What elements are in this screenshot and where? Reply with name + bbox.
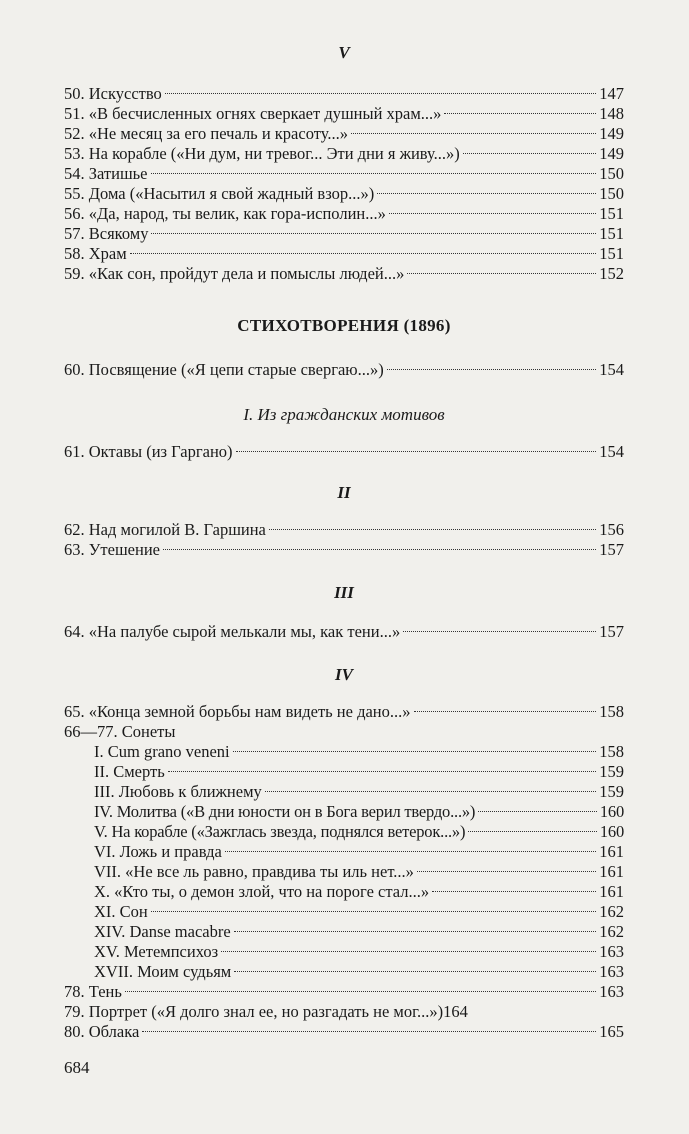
toc-entry: 79. Портрет («Я долго знал ее, но разгадать не мог...») 164 [64, 1002, 468, 1021]
toc-entry: V. На корабле («Зажглась звезда, поднялся ветерок...») 160 [94, 822, 624, 841]
toc-entry: 62. Над могилой В. Гаршина 156 [64, 520, 624, 539]
toc-entry: 50. Искусство 147 [64, 84, 624, 103]
toc-entry: 51. «В бесчисленных огнях сверкает душный храм...» 148 [64, 104, 624, 123]
page-number: 684 [64, 1058, 90, 1077]
toc-entry: VII. «Не все ль равно, правдива ты иль нет...» 161 [94, 862, 624, 881]
toc-entry: XVII. Моим судьям 163 [94, 962, 624, 981]
toc-entry-group: 66—77. Сонеты [64, 722, 176, 741]
toc-entry: 60. Посвящение («Я цепи старые свергаю...») 154 [64, 360, 624, 379]
toc-entry: 54. Затишье 150 [64, 164, 624, 183]
toc-entry: 78. Тень 163 [64, 982, 624, 1001]
toc-list-i [64, 442, 624, 462]
toc-entry: 65. «Конца земной борьбы нам видеть не дано...» 158 [64, 702, 624, 721]
section-heading-v: V [338, 43, 350, 62]
section-heading-iii: III [334, 583, 354, 602]
toc-entry: XI. Сон 162 [94, 902, 624, 921]
toc-entry: III. Любовь к ближнему 159 [94, 782, 624, 801]
toc-entry: I. Cum grano veneni 158 [94, 742, 624, 761]
toc-entry: 63. Утешение 157 [64, 540, 624, 559]
toc-entry: IV. Молитва («В дни юности он в Бога верил твердо...») 160 [94, 802, 624, 821]
toc-entry: 53. На корабле («Ни дум, ни тревог... Эти дни я живу...») 149 [64, 144, 624, 163]
toc-entry: 55. Дома («Насытил я свой жадный взор...») 150 [64, 184, 624, 203]
toc-entry: II. Смерть 159 [94, 762, 624, 781]
toc-entry: 56. «Да, народ, ты велик, как гора-исполин...» 151 [64, 204, 624, 223]
toc-entry: XIV. Danse macabre 162 [94, 922, 624, 941]
toc-list-v [64, 84, 624, 284]
toc-entry: 52. «Не месяц за его печаль и красоту...» 149 [64, 124, 624, 143]
toc-entry: 58. Храм 151 [64, 244, 624, 263]
toc-entry: 80. Облака 165 [64, 1022, 624, 1041]
toc-entry: VI. Ложь и правда 161 [94, 842, 624, 861]
toc-list-iii [64, 622, 624, 642]
toc-entry: 57. Всякому 151 [64, 224, 624, 243]
toc-list-ii [64, 520, 624, 560]
section-heading-iv: IV [335, 665, 353, 684]
toc-entry: 61. Октавы (из Гаргано) 154 [64, 442, 624, 461]
toc-entry: 64. «На палубе сырой мелькали мы, как тени...» 157 [64, 622, 624, 641]
section-heading-i: I. Из гражданских мотивов [243, 405, 445, 424]
toc-list-iv [64, 702, 624, 1042]
toc-entry: 59. «Как сон, пройдут дела и помыслы людей...» 152 [64, 264, 624, 283]
toc-list-dedication [64, 360, 624, 380]
collection-heading: СТИХОТВОРЕНИЯ (1896) [237, 316, 451, 335]
section-heading-ii: II [337, 483, 351, 502]
toc-entry: X. «Кто ты, о демон злой, что на пороге стал...» 161 [94, 882, 624, 901]
toc-entry: XV. Метемпсихоз 163 [94, 942, 624, 961]
